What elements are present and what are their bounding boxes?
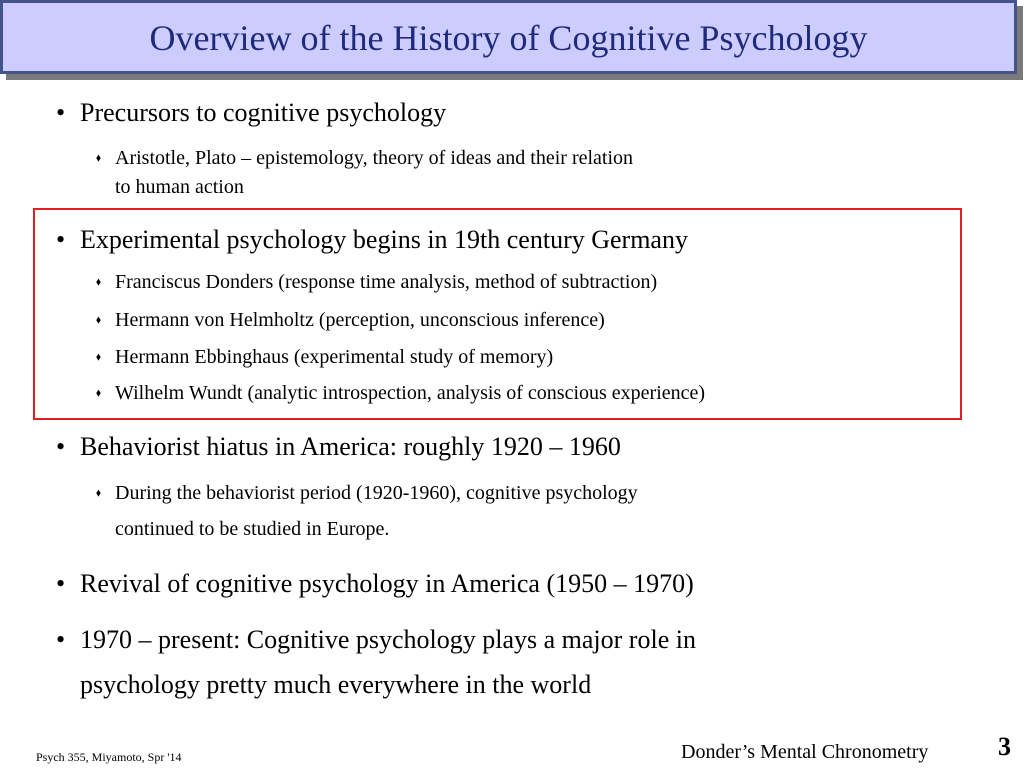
diamond-bullet-icon: ⬧ [96,152,101,164]
sub-item-text: Wilhelm Wundt (analytic introspection, analysis of conscious experience) [115,382,706,404]
bullet-dot: • [56,432,66,461]
sub-item-text: Hermann von Helmholtz (perception, unconscious inference) [115,309,605,331]
bullet-text: Precursors to cognitive psychology [80,98,447,127]
sub-item-text: to human action [115,176,244,198]
bullet-dot: • [56,569,66,598]
diamond-bullet-icon: ⬧ [96,351,101,363]
diamond-bullet-icon: ⬧ [96,314,101,326]
footer-course: Psych 355, Miyamoto, Spr '14 [36,750,182,764]
sub-item-text: Aristotle, Plato – epistemology, theory of ideas and their relation [115,147,634,169]
bullet-text: Behaviorist hiatus in America: roughly 1920 – 1960 [80,432,621,461]
diamond-bullet-icon: ⬧ [96,276,101,288]
bullet-text: 1970 – present: Cognitive psychology plays a major role in [80,625,696,654]
bullet-text: psychology pretty much everywhere in the world [80,670,592,699]
bullet-text: Revival of cognitive psychology in America (1950 – 1970) [80,569,694,598]
sub-item-text: continued to be studied in Europe. [115,518,390,540]
title-bar [0,0,1017,74]
slide-title: Overview of the History of Cognitive Psychology [149,18,868,58]
sub-item-text: During the behaviorist period (1920-1960), cognitive psychology [115,482,638,504]
page-number: 3 [998,732,1011,761]
sub-item-text: Franciscus Donders (response time analysis, method of subtraction) [115,271,658,293]
bullet-text: Experimental psychology begins in 19th century Germany [80,225,688,254]
sub-item-text: Hermann Ebbinghaus (experimental study of memory) [115,346,554,368]
bullet-dot: • [56,625,66,654]
bullet-dot: • [56,98,66,127]
diamond-bullet-icon: ⬧ [96,487,101,499]
diamond-bullet-icon: ⬧ [96,387,101,399]
footer-topic: Donder’s Mental Chronometry [681,741,929,763]
bullet-dot: • [56,225,66,254]
